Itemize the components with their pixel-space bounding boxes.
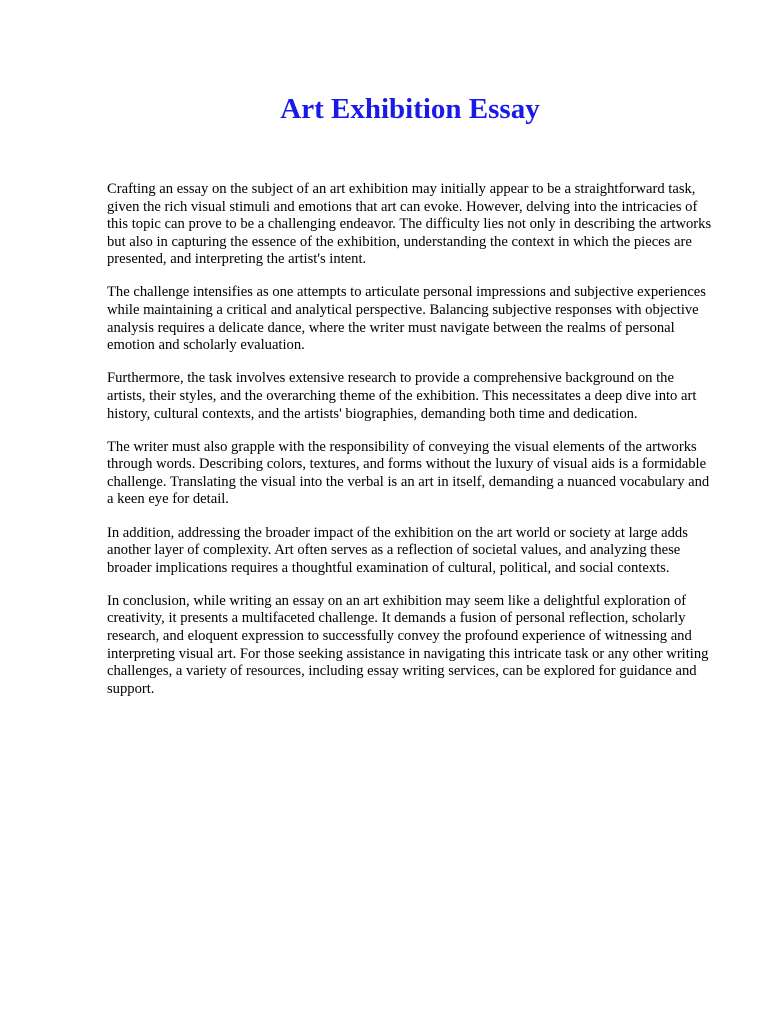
paragraph-2: The challenge intensifies as one attempts to articulate personal impressions and subjective experiences while maintaining a critical and analytical perspective. Balancing subjective responses with objective analysis requires a delicate dance, where the writer must navigate between the realms of personal emotion and scholarly evaluation.	[107, 284, 706, 354]
paragraph-1: Crafting an essay on the subject of an art exhibition may initially appear to be a straightforward task, given the rich visual stimuli and emotions that art can evoke. However, delving into the intricacies of this topic can prove to be a challenging endeavor. The difficulty lies not only in describing the artworks but also in capturing the essence of the exhibition, understanding the context in which the pieces are presented, and interpreting the artist's intent.	[107, 181, 712, 268]
paragraph-5: In addition, addressing the broader impact of the exhibition on the art world or society at large adds another layer of complexity. Art often serves as a reflection of societal values, and analyzing these broader implications requires a thoughtful examination of cultural, political, and social contexts.	[107, 524, 688, 576]
paragraph-4: The writer must also grapple with the responsibility of conveying the visual elements of the artworks through words. Describing colors, textures, and forms without the luxury of visual aids is a formidable challenge. Translating the visual into the verbal is an art in itself, demanding a nuanced vocabulary and a keen eye for detail.	[107, 438, 710, 508]
paragraph-6: In conclusion, while writing an essay on an art exhibition may seem like a delightful exploration of creativity, it presents a multifaceted challenge. It demands a fusion of personal reflection, scholarly research, and eloquent expression to successfully convey the profound experience of witnessing and interpreting visual art. For those seeking assistance in navigating this intricate task or any other writing challenges, a variety of resources, including essay writing services, can be explored for guidance and support.	[107, 592, 709, 697]
document-title: Art Exhibition Essay	[280, 93, 540, 125]
document-body	[107, 181, 715, 714]
paragraph-3: Furthermore, the task involves extensive research to provide a comprehensive background on the artists, their styles, and the overarching theme of the exhibition. This necessitates a deep dive into art history, cultural contexts, and the artists' biographies, demanding both time and dedication.	[107, 370, 697, 422]
